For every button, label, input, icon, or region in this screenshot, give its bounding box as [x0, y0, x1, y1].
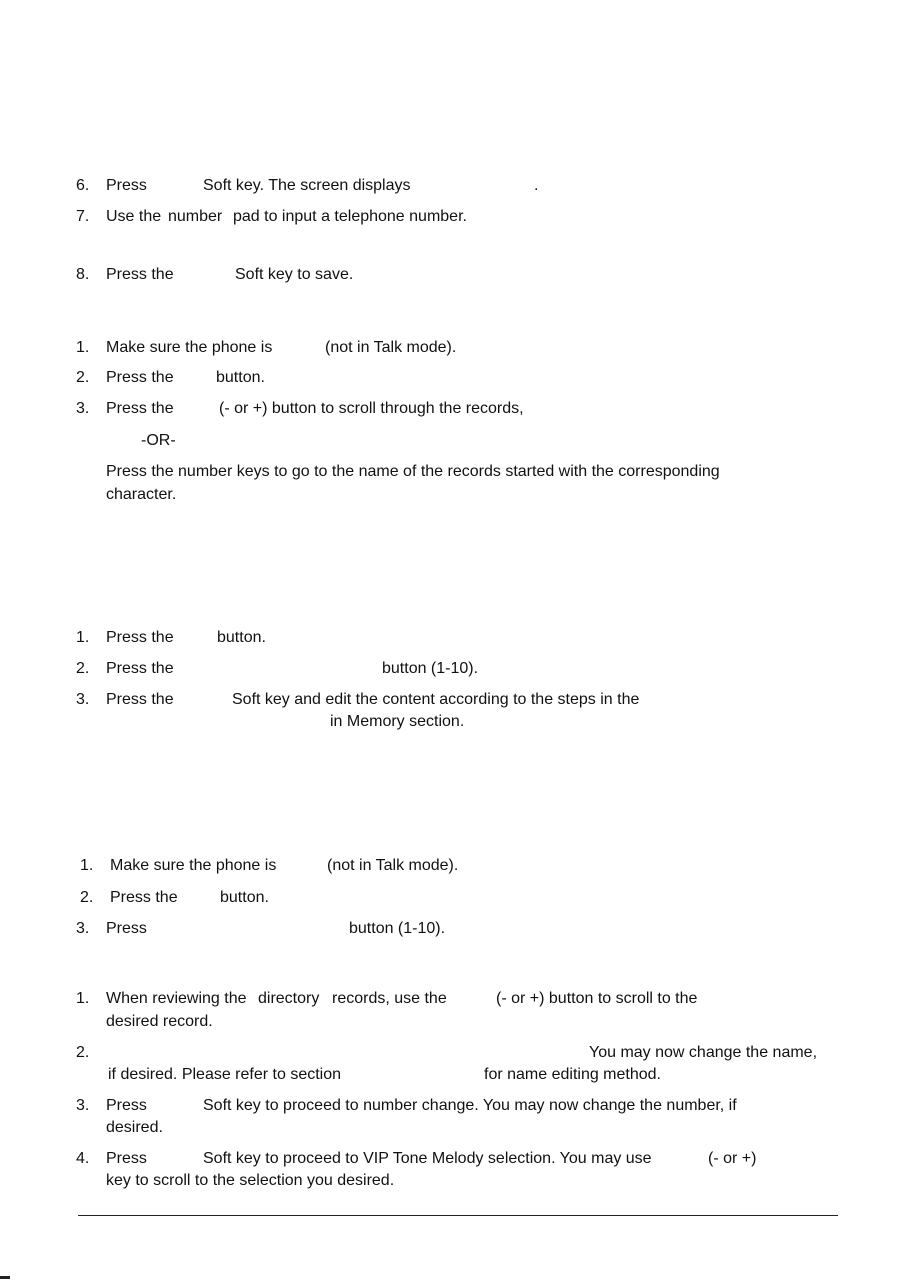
step-text: Soft key to save. [235, 266, 354, 283]
step-text: Press the [106, 369, 174, 386]
step-number: 1. [76, 339, 90, 356]
step-number: 2. [76, 1044, 90, 1061]
step-number: 4. [76, 1150, 90, 1167]
step-text: number [168, 208, 223, 225]
step-text: button (1-10). [382, 660, 479, 677]
step-number: 3. [76, 691, 90, 708]
step-text: directory [258, 990, 320, 1007]
step-number: 6. [76, 177, 90, 194]
footer-rule [78, 1215, 838, 1216]
step-number: 2. [76, 660, 90, 677]
step-text: pad to input a telephone number. [233, 208, 467, 225]
step-text: Press [106, 1150, 147, 1167]
change-step-2-cont: if desired. Please refer to section [108, 1066, 342, 1083]
step-text: Make sure the phone is [106, 339, 273, 356]
page-edge-mark [0, 1276, 10, 1279]
step-text: Soft key and edit the content according to the steps in the [232, 691, 640, 708]
step-text: (- or +) button to scroll to the [496, 990, 698, 1007]
step-text: Press [106, 1097, 147, 1114]
change-step-3-cont: desired. [106, 1119, 163, 1136]
step-number: 3. [76, 1097, 90, 1114]
step-text: records, use the [332, 990, 447, 1007]
step-number: 3. [76, 920, 90, 937]
step-text: Press [106, 920, 147, 937]
step-text: button (1-10). [349, 920, 446, 937]
step-text: (not in Talk mode). [327, 857, 459, 874]
change-step-1-cont: desired record. [106, 1013, 213, 1030]
step-number: 2. [76, 369, 90, 386]
step-number: 8. [76, 266, 90, 283]
step-number: 1. [76, 629, 90, 646]
step-text: When reviewing the [106, 990, 247, 1007]
review-alt-text: character. [106, 486, 177, 503]
step-number: 3. [76, 400, 90, 417]
step-text: Soft key. The screen displays [203, 177, 411, 194]
step-text: (- or +) [708, 1150, 757, 1167]
step-number: 1. [80, 857, 94, 874]
step-number: 1. [76, 990, 90, 1007]
step-text: Make sure the phone is [110, 857, 277, 874]
step-text: (- or +) button to scroll through the records, [219, 400, 524, 417]
change-step-4-cont: key to scroll to the selection you desired. [106, 1172, 395, 1189]
edit-cont-text: in Memory section. [330, 713, 465, 730]
step-text: Press the [106, 629, 174, 646]
step-text: Use the [106, 208, 162, 225]
step-text: Soft key to proceed to number change. You may now change the number, if [203, 1097, 737, 1114]
review-alt-text: Press the number keys to go to the name of the records started with the corresponding [106, 463, 720, 480]
step-number: 7. [76, 208, 90, 225]
step-number: 2. [80, 889, 94, 906]
step-text: . [534, 177, 539, 194]
step-text: Press the [106, 266, 174, 283]
step-text: Press the [110, 889, 178, 906]
step-text: button. [216, 369, 265, 386]
step-text: button. [220, 889, 269, 906]
change-step-2-cont: for name editing method. [484, 1066, 661, 1083]
step-text: Press [106, 177, 147, 194]
step-text: Soft key to proceed to VIP Tone Melody selection. You may use [203, 1150, 652, 1167]
step-text: Press the [106, 691, 174, 708]
review-or: -OR- [141, 432, 176, 449]
step-text: button. [217, 629, 266, 646]
step-text: Press the [106, 660, 174, 677]
step-text: (not in Talk mode). [325, 339, 457, 356]
step-text: You may now change the name, [589, 1044, 818, 1061]
step-text: Press the [106, 400, 174, 417]
